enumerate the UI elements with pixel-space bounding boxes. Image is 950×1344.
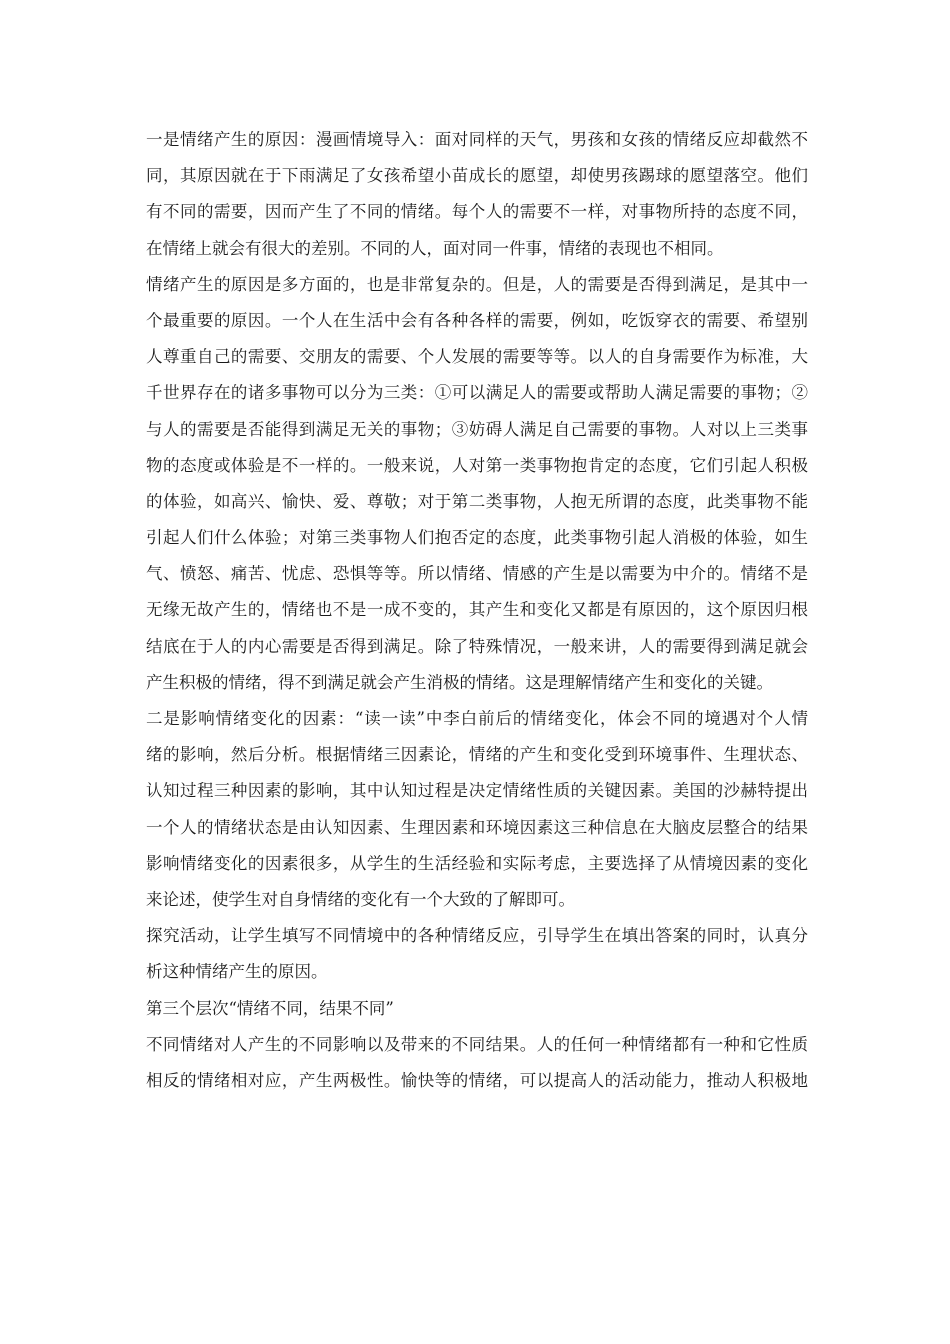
text-line: 结底在于人的内心需要是否得到满足。除了特殊情况，一般来讲，人的需要得到满足就会 (146, 636, 808, 656)
text-line: 一个人的情绪状态是由认知因素、生理因素和环境因素这三种信息在大脑皮层整合的结果 (146, 817, 808, 837)
text-line: 引起人们什么体验；对第三类事物人们抱否定的态度，此类事物引起人消极的体验，如生 (146, 528, 808, 548)
text-line: 与人的需要是否能得到满足无关的事物；③妨碍人满足自己需要的事物。人对以上三类事 (146, 419, 808, 439)
section-heading: 第三个层次“情绪不同，结果不同” (146, 998, 394, 1018)
text-line: 无缘无故产生的，情绪也不是一成不变的，其产生和变化又都是有原因的，这个原因归根 (146, 600, 808, 620)
text-line: 有不同的需要，因而产生了不同的情绪。每个人的需要不一样，对事物所持的态度不同， (146, 202, 808, 222)
text-line: 二是影响情绪变化的因素：“读一读”中李白前后的情绪变化，体会不同的境遇对个人情 (146, 709, 808, 728)
text-line: 认知过程三种因素的影响，其中认知过程是决定情绪性质的关键因素。美国的沙赫特提出 (146, 781, 808, 801)
text-line: 气、愤怒、痛苦、忧虑、恐惧等等。所以情绪、情感的产生是以需要为中介的。情绪不是 (146, 564, 808, 584)
text-line: 来论述，使学生对自身情绪的变化有一个大致的了解即可。 (146, 889, 575, 909)
text-line: 不同情绪对人产生的不同影响以及带来的不同结果。人的任何一种情绪都有一种和它性质 (146, 1034, 808, 1054)
text-line: 千世界存在的诸多事物可以分为三类：①可以满足人的需要或帮助人满足需要的事物；② (146, 383, 808, 403)
text-line: 同，其原因就在于下雨满足了女孩希望小苗成长的愿望，却使男孩踢球的愿望落空。他们 (146, 166, 808, 186)
text-line: 影响情绪变化的因素很多，从学生的生活经验和实际考虑，主要选择了从情境因素的变化 (146, 853, 808, 873)
text-line: 情绪产生的原因是多方面的，也是非常复杂的。但是，人的需要是否得到满足，是其中一 (146, 274, 808, 294)
text-line: 析这种情绪产生的原因。 (146, 962, 328, 982)
text-line: 个最重要的原因。一个人在生活中会有各种各样的需要，例如，吃饭穿衣的需要、希望别 (146, 310, 808, 330)
text-line: 在情绪上就会有很大的差别。不同的人，面对同一件事，情绪的表现也不相同。 (146, 238, 724, 258)
text-line: 产生积极的情绪，得不到满足就会产生消极的情绪。这是理解情绪产生和变化的关键。 (146, 672, 773, 692)
text-line: 绪的影响，然后分析。根据情绪三因素论，情绪的产生和变化受到环境事件、生理状态、 (146, 745, 808, 765)
text-line: 相反的情绪相对应，产生两极性。愉快等的情绪，可以提高人的活动能力，推动人积极地 (146, 1070, 808, 1090)
text-line: 探究活动，让学生填写不同情境中的各种情绪反应，引导学生在填出答案的同时，认真分 (146, 926, 808, 946)
text-line: 一是情绪产生的原因：漫画情境导入：面对同样的天气，男孩和女孩的情绪反应却截然不 (146, 130, 808, 149)
document-body (146, 122, 808, 1099)
text-line: 人尊重自己的需要、交朋友的需要、个人发展的需要等等。以人的自身需要作为标准，大 (146, 347, 808, 367)
text-line: 物的态度或体验是不一样的。一般来说，人对第一类事物抱肯定的态度，它们引起人积极 (146, 455, 808, 475)
text-line: 的体验，如高兴、愉快、爱、尊敬；对于第二类事物，人抱无所谓的态度，此类事物不能 (146, 491, 808, 511)
